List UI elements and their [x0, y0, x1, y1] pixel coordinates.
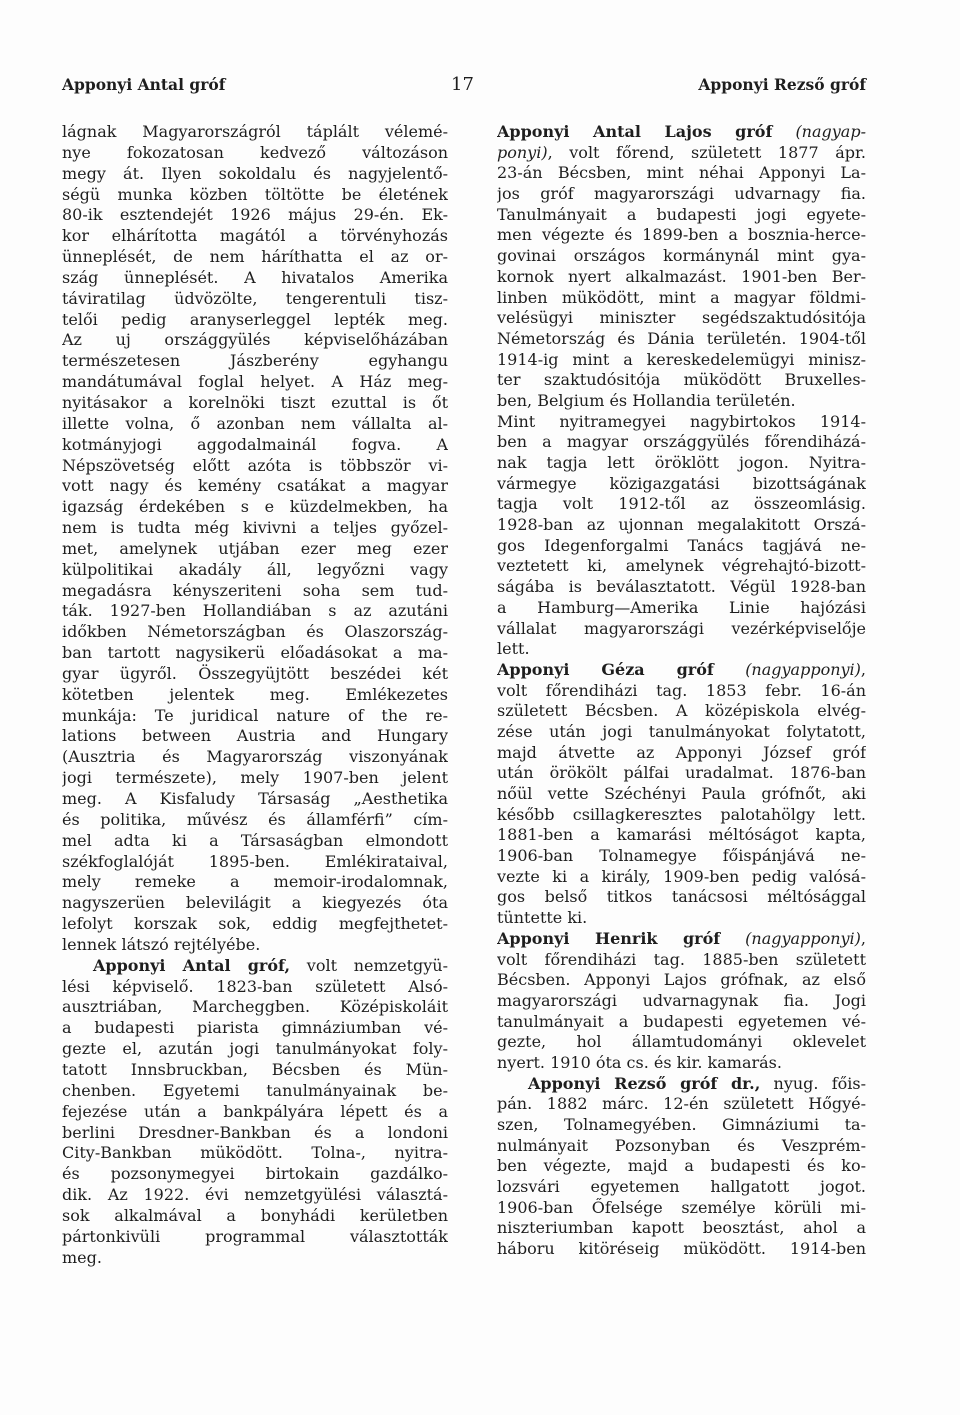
text-line: Népszövetség előtt azóta is többször vi- — [62, 455, 448, 475]
text-line — [497, 143, 866, 164]
text-line: gezte, hol államtudományi oklevelet — [497, 1032, 866, 1052]
text-line: berlini Dresdner-Bankban és a londoni — [62, 1122, 448, 1142]
text-line: govinai országos kormánynál mint gya- — [497, 246, 866, 266]
text-line: ták. 1927-ben Hollandiában s az azutáni — [62, 601, 448, 621]
text-line: lágnak Magyarországról táplált vélemé- — [62, 122, 448, 141]
text-line: székfoglalóját 1895-ben. Emlékirataival, — [62, 851, 448, 871]
paragraph — [497, 1074, 866, 1260]
text-line: zése után jogi tanulmányokat folytatott, — [497, 721, 866, 741]
paragraph — [497, 660, 866, 929]
text-line: (Ausztria és Magyarország viszonyának — [62, 747, 448, 767]
text-line: tagja volt 1912-től az összeomlásig. — [497, 494, 866, 514]
line-text: , volt főrend, született 1877 ápr. — [547, 142, 866, 162]
line-text: , — [860, 928, 866, 948]
text-line: ságába is beválasztatott. Végül 1928-ban — [497, 577, 866, 597]
text-line — [497, 1074, 866, 1095]
text-line: men végezte és 1899-ben a bosznia-herce- — [497, 225, 866, 245]
text-line: pán. 1882 márc. 12-én született Hőgyé- — [497, 1094, 866, 1114]
text-line: kor elhárította magától a törvényhozás — [62, 226, 448, 246]
text-line: Az uj országgyülés képviselőházában — [62, 330, 448, 350]
text-line: vezte ki a király, 1909-ben pedig valósá- — [497, 866, 866, 886]
text-line: megy át. Ilyen sokoldalu és nagyjelentő- — [62, 163, 448, 183]
text-line: velésügyi miniszter segédszaktudósitója — [497, 308, 866, 328]
text-line: nulmányait Pozsonyban és Veszprém- — [497, 1135, 866, 1155]
text-line: a Hamburg—Amerika Linie hajózási — [497, 597, 866, 617]
text-line: Németország és Dánia területén. 1904-től — [497, 328, 866, 348]
text-line: ben végezte, majd a budapesti és ko- — [497, 1156, 866, 1176]
text-line: meg. A Kisfaludy Társaság „Aesthetika — [62, 789, 448, 808]
text-line — [62, 956, 448, 977]
text-line: chenben. Egyetemi tanulmányainak be- — [62, 1080, 448, 1100]
text-line: nyert. 1910 óta cs. és kir. kamarás. — [497, 1052, 782, 1072]
text-line: dik. Az 1922. évi nemzetgyülési választá- — [62, 1185, 448, 1205]
entry-epithet: (nagyapponyi) — [713, 659, 861, 679]
text-line: vármegye közigazgatási bizottságának — [497, 473, 866, 493]
text-line: City-Bankban müködött. Tolna-, nyitra- — [62, 1143, 448, 1163]
text-line: Mint nyitramegyei nagybirtokos 1914- — [497, 411, 866, 431]
line-text: nyug. főis- — [760, 1073, 866, 1093]
text-line: niszteriumban kapott beosztást, ahol a — [497, 1218, 866, 1238]
paragraph — [497, 412, 866, 660]
text-line — [497, 929, 866, 950]
text-line: illette volna, ő azonban nem vállalta al- — [62, 413, 448, 433]
text-line: szág ünneplését. A hivatalos Amerika — [62, 267, 448, 287]
text-line: mel adta ki a Társaságban elmondott — [62, 830, 448, 850]
column-right — [497, 122, 866, 1260]
text-line: 1906-ban Őfelsége személye körüli mi- — [497, 1197, 866, 1217]
text-line: vállalat magyarországi vezérképviselője — [497, 618, 866, 638]
text-line: veztetett ki, amelynek végrehajtó-bizott- — [497, 556, 866, 576]
text-line: kötetben jelentek meg. Emlékezetes — [62, 684, 448, 704]
text-line: lési képviselő. 1823-ban született Alsó- — [62, 976, 448, 996]
text-line: tatott Innsbruckban, Bécsben és Mün- — [62, 1059, 448, 1079]
entry-name: Apponyi Antal gróf, — [93, 955, 291, 975]
text-line: nye fokozatosan kedvező változáson — [62, 142, 448, 162]
text-line: lations between Austria and Hungary — [62, 726, 448, 746]
text-line: fejezése után a bankpályára lépett és a — [62, 1101, 448, 1121]
text-line: ter szaktudósitója müködött Bruxelles- — [497, 370, 866, 390]
text-line — [497, 660, 866, 681]
text-line: vott nagy és kemény csatákat a magyar — [62, 476, 448, 496]
text-line: linben müködött, mint a magyar földmi- — [497, 287, 866, 307]
text-line: megadásra kényszeriteni soha sem tud- — [62, 580, 448, 600]
text-line: lefolyt korszak sok, eddig megfejthetet- — [62, 914, 448, 934]
text-line: 1881-ben a kamarási méltóságot kapta, — [497, 825, 866, 845]
paragraph — [62, 122, 448, 956]
text-line: született Bécsben. A középiskola elvég- — [497, 701, 866, 721]
text-line: volt főrendiházi tag. 1885-ben született — [497, 949, 866, 969]
text-line: ausztriában, Marcheggben. Középiskoláit — [62, 997, 448, 1017]
text-line: ségü munka közben töltötte be életének — [62, 184, 448, 204]
text-line: lozsvári egyetemen hallgatott jogot. — [497, 1177, 866, 1197]
entry-epithet: (nagyap- — [772, 122, 866, 141]
text-line: ben a magyar országgyülés főrendiházá- — [497, 432, 866, 452]
text-line: magyarországi udvarnagynak fia. Jogi — [497, 990, 866, 1010]
line-text: , — [860, 659, 866, 679]
text-line: sok alkalmával a bonyhádi kerületben — [62, 1205, 448, 1225]
entry-name: Apponyi Antal Lajos gróf — [497, 122, 773, 141]
text-line: a budapesti piarista gimnáziumban vé- — [62, 1018, 448, 1038]
text-line: szen, Tolnamegyében. Gimnáziumi ta- — [497, 1115, 866, 1134]
text-line: met, amelynek utjában ezer meg ezer — [62, 538, 448, 558]
running-head-right: Apponyi Rezső gróf — [698, 75, 866, 94]
text-line: igazság érdekében s e küzdelmekben, ha — [62, 497, 448, 517]
text-line: háboru kitöréseig müködött. 1914-ben — [497, 1239, 866, 1259]
text-line: táviratilag üdvözölte, tengerentuli tisz- — [62, 288, 448, 308]
text-line: 23-án Bécsben, mint néhai Apponyi La- — [497, 163, 866, 183]
text-line: 80-ik esztendejét 1926 május 29-én. Ek- — [62, 205, 448, 225]
text-line: ben, Belgium és Hollandia területén. — [497, 390, 796, 410]
text-line: lett. — [497, 639, 530, 659]
text-line: nagyszerüen belevilágit a kiegyezés óta — [62, 893, 448, 913]
text-line: Bécsben. Apponyi Lajos grófnak, az első — [497, 970, 866, 990]
text-line: munkája: Te juridical nature of the re- — [62, 705, 448, 725]
text-line: nem is tudta még kivivni a teljes győzel- — [62, 518, 448, 538]
text-line: kotmányjogi aggodalmainál fogva. A — [62, 434, 448, 454]
text-line: tüntette ki. — [497, 908, 588, 928]
text-line: 1928-ban az ujonnan megalakitott Orszá- — [497, 515, 866, 535]
text-line: után örökölt pálfai uradalmat. 1876-ban — [497, 763, 866, 783]
text-line: ünneplését, de nem háríthatta el az or- — [62, 247, 448, 267]
text-line: lennek látszó rejtélyébe. — [62, 934, 261, 954]
text-line: gezte el, azután jogi tanulmányokat foly- — [62, 1039, 448, 1059]
text-line: pártonkivüli programmal választották — [62, 1226, 448, 1246]
page-number: 17 — [451, 74, 474, 95]
entry-name: Apponyi Henrik gróf — [497, 928, 721, 948]
entry-name: Apponyi Rezső gróf dr., — [528, 1073, 761, 1093]
text-line: külpolitikai akadály áll, legyőzni vagy — [62, 559, 448, 579]
text-line: volt főrendiházi tag. 1853 febr. 16-án — [497, 680, 866, 700]
column-left — [62, 122, 448, 1268]
text-line: jogi természete), mely 1907-ben jelent — [62, 768, 448, 788]
text-line: nak tagja lett öröklött jogon. Nyitra- — [497, 453, 866, 472]
text-line: ban tartott nagysikerü előadásokat a ma- — [62, 643, 448, 663]
text-line: időkben Németországban és Olaszország- — [62, 622, 448, 642]
text-line: később csillagkeresztes palotahölgy lett. — [497, 804, 866, 824]
text-line: nyitásakor a korelnöki tiszt ezuttal is őt — [62, 392, 448, 412]
text-line: tanulmányait a budapesti egyetemen vé- — [497, 1011, 866, 1031]
text-line — [497, 122, 866, 143]
text-line: Tanulmányait a budapesti jogi egyete- — [497, 204, 866, 224]
paragraph — [62, 956, 448, 1269]
text-line: gos belső titkos tanácsosi méltósággal — [497, 887, 866, 907]
text-line: gos Idegenforgalmi Tanács tagjává ne- — [497, 535, 866, 555]
running-head-left: Apponyi Antal gróf — [62, 75, 226, 94]
text-line: nőül vette Széchényi Paula grófnőt, aki — [497, 784, 866, 803]
text-line: majd átvette az Apponyi József gróf — [497, 742, 866, 762]
paragraph — [497, 122, 866, 412]
text-line: meg. — [62, 1247, 102, 1267]
paragraph — [497, 929, 866, 1074]
text-line: 1914-ig mint a kereskedelemügyi minisz- — [497, 349, 866, 369]
line-text: volt nemzetgyü- — [290, 955, 448, 975]
text-line: kornok nyert alkalmazást. 1901-ben Ber- — [497, 266, 866, 286]
text-line: és pozsonymegyei birtokain gazdálko- — [62, 1164, 448, 1184]
text-line: 1906-ban Tolnamegye főispánjává ne- — [497, 846, 866, 866]
entry-epithet: ponyi) — [497, 142, 548, 162]
text-line: gyar ügyről. Összegyüjtött beszédei két — [62, 663, 448, 683]
text-line: és politika, művész és államférfi” cím- — [62, 809, 448, 829]
entry-epithet: (nagyapponyi) — [720, 928, 861, 948]
text-line: telői pedig aranyserleggel lepték meg. — [62, 309, 448, 329]
text-line: jos gróf magyarországi udvarnagy fia. — [497, 184, 866, 204]
entry-name: Apponyi Géza gróf — [497, 659, 714, 679]
text-line: mely remeke a memoir-irodalomnak, — [62, 872, 448, 892]
text-line: természetesen Jászberény egyhangu — [62, 351, 448, 371]
text-line: mandátumával foglal helyet. A Ház meg- — [62, 372, 448, 392]
